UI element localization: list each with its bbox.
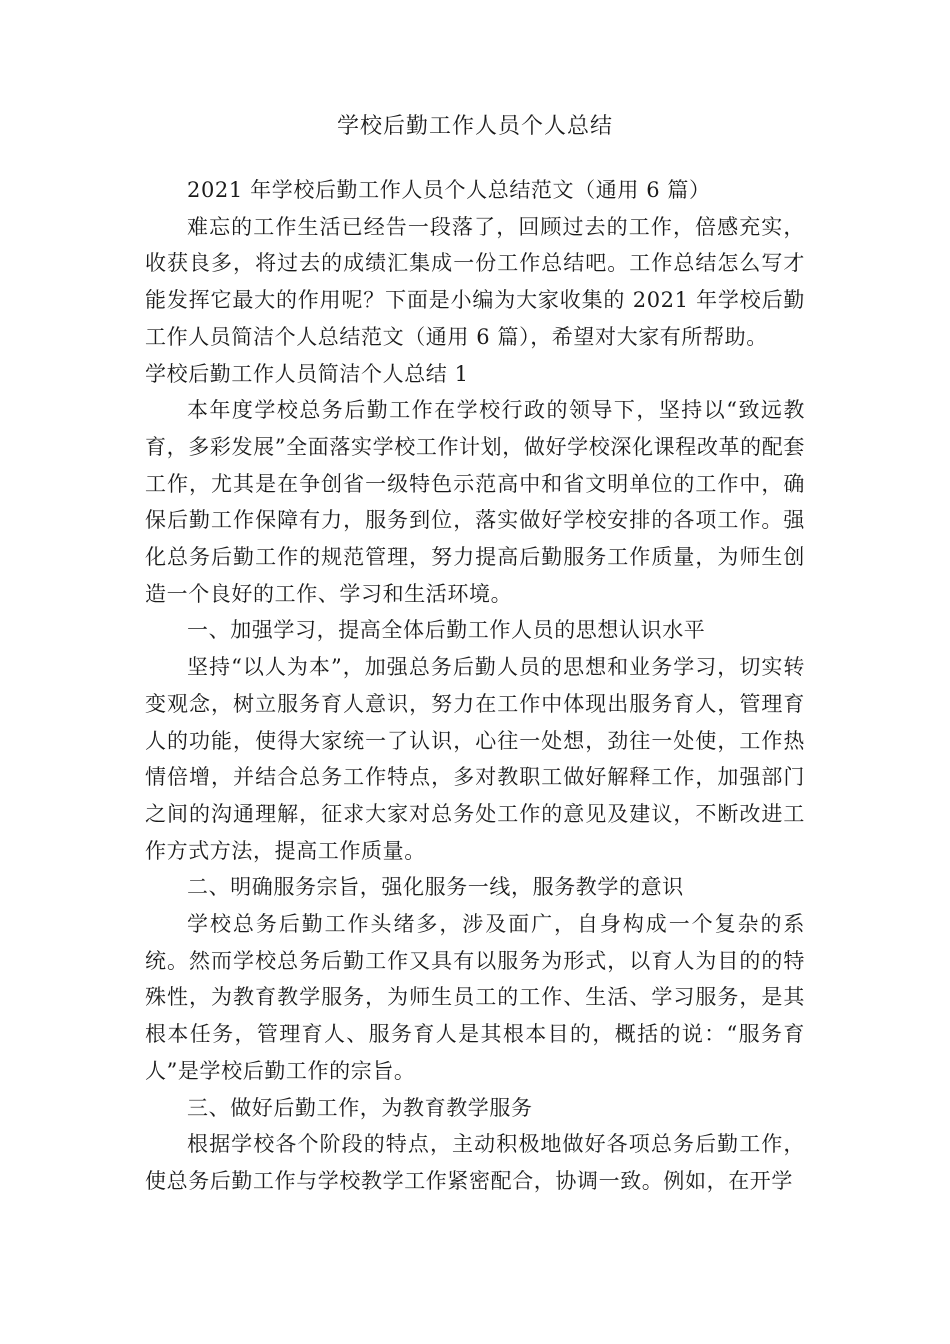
paragraph: 坚持“以人为本”，加强总务后勤人员的思想和业务学习，切实转变观念，树立服务育人意识，努力在工作中体现出服务育人，管理育人的功能，使得大家统一了认识，心往一处想，劲往一处使，工作热情倍增，并结合总务工作特点，多对教职工做好解释工作，加强部门之间的沟通理解，征求大家对总务处工作的意见及建议，不断改进工作方式方法，提高工作质量。 xyxy=(145,655,805,863)
paragraph: 本年度学校总务后勤工作在学校行政的领导下，坚持以“致远教育，多彩发展”全面落实学校工作计划，做好学校深化课程改革的配套工作，尤其是在争创省一级特色示范高中和省文明单位的工作中，确保后勤工作保障有力，服务到位，落实做好学校安排的各项工作。强化总务后勤工作的规范管理，努力提高后勤服务工作质量，为师生创造一个良好的工作、学习和生活环境。 xyxy=(145,398,805,606)
paragraph: 根据学校各个阶段的特点，主动积极地做好各项总务后勤工作，使总务后勤工作与学校教学工作紧密配合，协调一致。例如，在开学 xyxy=(145,1132,805,1193)
document-body xyxy=(145,172,805,1200)
paragraph: 学校总务后勤工作头绪多，涉及面广，自身构成一个复杂的系统。然而学校总务后勤工作又具有以服务为形式，以育人为目的的特殊性，为教育教学服务，为师生员工的工作、生活、学习服务，是其根本任务，管理育人、服务育人是其根本目的，概括的说：“服务育人”是学校后勤工作的宗旨。 xyxy=(145,912,805,1083)
paragraph: 2021 年学校后勤工作人员个人总结范文（通用 6 篇） xyxy=(187,178,711,202)
paragraph: 难忘的工作生活已经告一段落了，回顾过去的工作，倍感充实，收获良多，将过去的成绩汇集成一份工作总结吧。工作总结怎么写才能发挥它最大的作用呢？下面是小编为大家收集的 2021 年学校后勤工作人员简洁个人总结范文（通用 6 篇），希望对大家有所帮助。 xyxy=(145,214,805,349)
paragraph: 一、加强学习，提高全体后勤工作人员的思想认识水平 xyxy=(187,618,706,643)
paragraph: 二、明确服务宗旨，强化服务一线，服务教学的意识 xyxy=(187,875,684,900)
paragraph: 学校后勤工作人员简洁个人总结 1 xyxy=(145,361,469,386)
document-title: 学校后勤工作人员个人总结 xyxy=(336,114,613,139)
paragraph: 三、做好后勤工作，为教育教学服务 xyxy=(187,1095,533,1120)
